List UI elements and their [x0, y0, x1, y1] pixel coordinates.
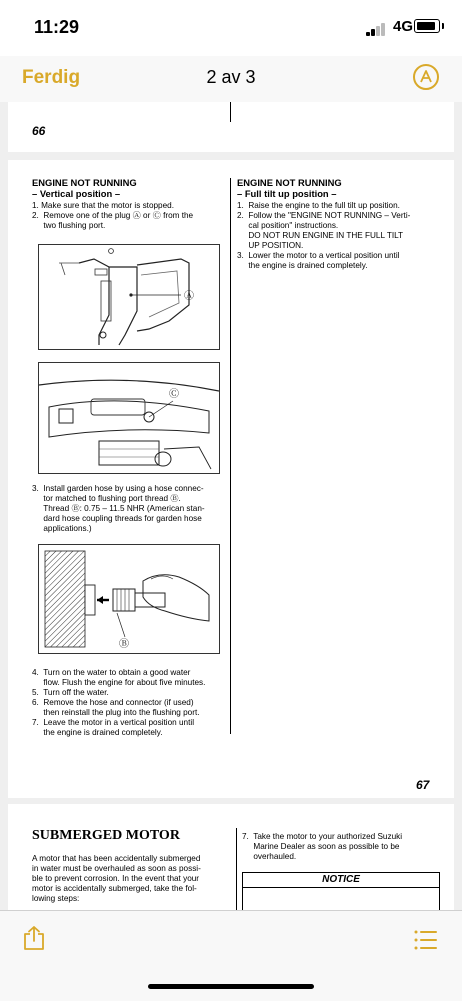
submerged-heading: SUBMERGED MOTOR: [32, 828, 180, 843]
page-66: [8, 102, 454, 152]
right-heading: ENGINE NOT RUNNING: [237, 177, 342, 188]
right-step-2d: UP POSITION.: [237, 241, 304, 250]
list-icon[interactable]: [414, 929, 438, 951]
left-step-4b: flow. Flush the engine for about five minutes.: [32, 678, 206, 687]
left-step-7a: 7. Leave the motor in a vertical position until: [32, 718, 195, 727]
status-time: 11:29: [34, 17, 80, 37]
right-step-7a: 7. Take the motor to your authorized Suzuki: [242, 832, 403, 841]
column-divider: [236, 828, 237, 910]
right-step-2b: cal position" instructions.: [237, 221, 339, 230]
page-68: [8, 804, 454, 910]
cellular-signal-icon: [366, 22, 390, 36]
column-divider: [230, 178, 231, 734]
status-bar: [0, 0, 462, 56]
right-step-2c: DO NOT RUN ENGINE IN THE FULL TILT: [237, 231, 404, 240]
navigation-bar: [0, 56, 462, 103]
left-step-3b: tor matched to flushing port thread Ⓑ.: [32, 494, 181, 503]
battery-icon: [414, 19, 440, 33]
figure-vertical-motor: [38, 244, 220, 350]
left-step-3c: Thread Ⓑ: 0.75 – 11.5 NHR (American stan-: [32, 504, 205, 513]
page-number-67: 67: [416, 778, 430, 792]
left-step-5: 5. Turn off the water.: [32, 688, 109, 697]
right-step-1: 1. Raise the engine to the full tilt up position.: [237, 201, 400, 210]
figure-flushing-port: [38, 362, 220, 474]
page-67: [8, 160, 454, 798]
left-step-3d: dard hose coupling threads for garden hose: [32, 514, 202, 523]
left-step-6b: then reinstall the plug into the flushing port.: [32, 708, 200, 717]
callout-c: Ⓒ: [169, 389, 179, 400]
left-subheading: – Vertical position –: [32, 188, 121, 199]
submerged-p5: lowing steps:: [32, 894, 80, 903]
submerged-p4: motor is accidentally submerged, take the fol-: [32, 884, 197, 893]
page-number-66: 66: [32, 124, 46, 138]
left-step-2b: two flushing port.: [32, 221, 106, 230]
home-indicator[interactable]: [148, 984, 314, 989]
left-heading: ENGINE NOT RUNNING: [32, 177, 137, 188]
pen-markup-icon[interactable]: [413, 64, 439, 90]
page-indicator: 2 av 3: [206, 67, 256, 87]
callout-b: Ⓑ: [119, 639, 129, 650]
left-step-6a: 6. Remove the hose and connector (if used): [32, 698, 194, 707]
submerged-p3: ble to prevent corrosion. In the event that your: [32, 874, 200, 883]
callout-a: Ⓐ: [184, 291, 194, 302]
submerged-p2: in water must be overhauled as soon as possi-: [32, 864, 201, 873]
share-icon[interactable]: [22, 925, 46, 951]
document-viewer[interactable]: [0, 102, 462, 910]
left-step-3a: 3. Install garden hose by using a hose connec-: [32, 484, 204, 493]
right-step-7c: overhauled.: [242, 852, 297, 861]
left-step-2a: 2. Remove one of the plug Ⓐ or Ⓒ from the: [32, 211, 194, 220]
left-step-3e: applications.): [32, 524, 92, 533]
right-subheading: – Full tilt up position –: [237, 188, 337, 199]
notice-box: [242, 872, 440, 910]
right-step-2a: 2. Follow the "ENGINE NOT RUNNING – Verti-: [237, 211, 411, 220]
notice-title: NOTICE: [243, 873, 439, 888]
column-divider: [230, 102, 231, 122]
right-step-3b: the engine is drained completely.: [237, 261, 368, 270]
right-step-7b: Marine Dealer as soon as possible to be: [242, 842, 400, 851]
done-button[interactable]: Ferdig: [22, 67, 81, 88]
submerged-p1: A motor that has been accidentally submerged: [32, 854, 201, 863]
right-step-3a: 3. Lower the motor to a vertical position until: [237, 251, 400, 260]
left-step-1: 1. Make sure that the motor is stopped.: [32, 201, 174, 210]
left-step-4a: 4. Turn on the water to obtain a good water: [32, 668, 191, 677]
network-type: 4G: [393, 18, 414, 35]
left-step-7b: the engine is drained completely.: [32, 728, 163, 737]
figure-hose-connector: [38, 544, 220, 654]
